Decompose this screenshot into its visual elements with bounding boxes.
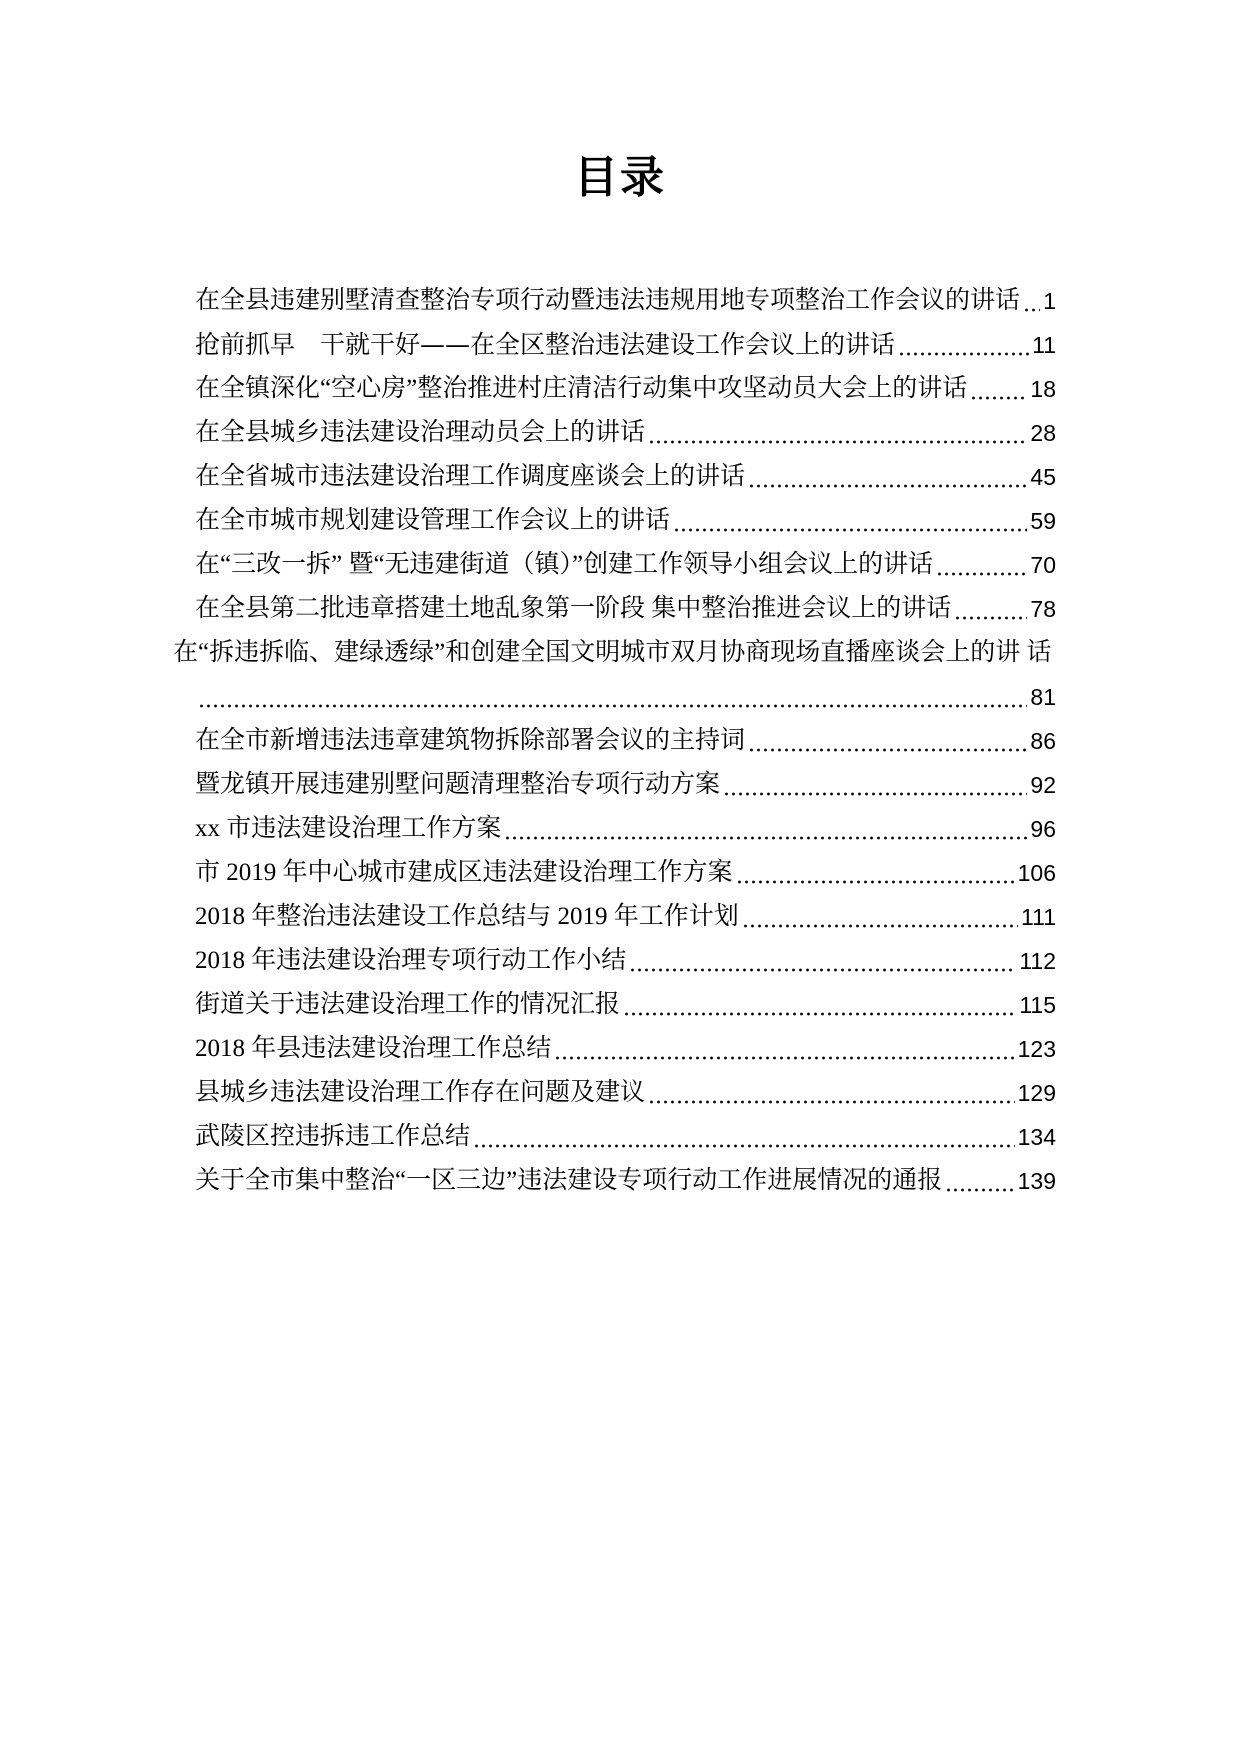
toc-entry-title: 在全县违建别墅清查整治专项行动暨违法违规用地专项整治工作会议的讲话	[195, 287, 1021, 314]
toc-entry-page: 86	[1030, 728, 1056, 754]
toc-entry[interactable]	[195, 587, 1056, 631]
toc-entry-subtitle: ——在全区整治违法建设工作会议上的讲话	[420, 330, 896, 359]
toc-entry-title: 街道关于违法建设治理工作的情况汇报	[195, 991, 621, 1018]
toc-entry-page: 111	[1021, 904, 1056, 930]
toc-entry[interactable]	[195, 851, 1056, 895]
toc-entry-page: 78	[1030, 596, 1056, 622]
toc-entry[interactable]	[195, 895, 1056, 939]
toc-entry[interactable]	[195, 719, 1056, 763]
toc-entry-title	[195, 323, 895, 367]
toc-entry-title: 在全省城市违法建设治理工作调度座谈会上的讲话	[195, 463, 746, 490]
toc-entry-title[interactable]: 在“拆违拆临、建绿透绿”和创建全国文明城市双月协商现场直播座谈会上的讲 话	[173, 639, 1052, 666]
toc-entry-title: 2018 年县违法建设治理工作总结	[195, 1035, 552, 1062]
toc-entry[interactable]	[195, 367, 1056, 411]
toc-entry-page: 18	[1030, 376, 1056, 402]
toc-entry[interactable]	[195, 1027, 1056, 1071]
toc-entry-title: 在全市新增违法违章建筑物拆除部署会议的主持词	[195, 727, 746, 754]
toc-entry[interactable]	[195, 411, 1056, 455]
toc-dot-leader	[473, 1115, 1015, 1159]
toc-dot-leader	[1023, 279, 1040, 323]
toc-entry[interactable]	[195, 763, 1056, 807]
toc-dot-leader	[898, 323, 1029, 367]
toc-entry[interactable]	[195, 455, 1056, 499]
toc-entry-title: 暨龙镇开展违建别墅问题清理整治专项行动方案	[195, 771, 721, 798]
toc-dot-leader	[504, 807, 1027, 851]
page-title: 目录	[574, 152, 666, 203]
toc-entry-page: 81	[1030, 684, 1056, 710]
toc-entry[interactable]	[195, 279, 1056, 323]
toc-dot-leader	[748, 455, 1027, 499]
toc-entry-page: 139	[1017, 1168, 1056, 1194]
toc-entry-title: 2018 年违法建设治理专项行动工作小结	[195, 947, 627, 974]
toc-entry[interactable]	[195, 1159, 1056, 1203]
toc-dot-leader	[673, 499, 1027, 543]
toc-entry[interactable]	[195, 1115, 1056, 1159]
toc-entry-title: 在全县第二批违章搭建土地乱象第一阶段 集中整治推进会议上的讲话	[195, 595, 952, 622]
toc-entry-title: 在全县城乡违法建设治理动员会上的讲话	[195, 419, 646, 446]
toc-entry[interactable]	[195, 543, 1056, 587]
toc-entry-page: 70	[1030, 552, 1056, 578]
toc-entry[interactable]	[195, 323, 1056, 367]
toc-entry-title: 武陵区控违拆违工作总结	[195, 1123, 471, 1150]
toc-dot-leader	[629, 939, 1016, 983]
toc-dot-leader	[954, 587, 1027, 631]
toc-dot-leader	[748, 719, 1027, 763]
toc-entry-page: 129	[1017, 1080, 1056, 1106]
toc-entry-title: 县城乡违法建设治理工作存在问题及建议	[195, 1079, 646, 1106]
toc-dot-leader	[736, 851, 1015, 895]
toc-entry-page: 134	[1017, 1124, 1056, 1150]
toc-entry-title: xx 市违法建设治理工作方案	[195, 815, 502, 842]
toc-dot-leader	[648, 1071, 1015, 1115]
toc-dot-leader	[723, 763, 1027, 807]
toc-dot-leader	[970, 367, 1027, 411]
toc-entry-title-main: 抢前抓早 干就干好	[195, 332, 421, 359]
toc-entry-page: 1	[1043, 288, 1056, 314]
toc-entry-page: 123	[1017, 1036, 1056, 1062]
toc-entry-title: 在“三改一拆” 暨“无违建街道（镇）”创建工作领导小组会议上的讲话	[195, 551, 934, 578]
toc-entry-page: 112	[1019, 948, 1056, 974]
toc-dot-leader	[945, 1159, 1014, 1203]
toc-entry[interactable]	[195, 807, 1056, 851]
toc-dot-leader	[936, 543, 1027, 587]
toc-entry-title: 2018 年整治违法建设工作总结与 2019 年工作计划	[195, 903, 739, 930]
toc-entry-page: 106	[1017, 860, 1056, 886]
toc-entry-page: 11	[1032, 332, 1056, 358]
toc-dot-leader	[623, 983, 1016, 1027]
toc-entry[interactable]	[195, 1071, 1056, 1115]
toc-entry[interactable]	[195, 675, 1056, 719]
toc-entry-title: 在全镇深化“空心房”整治推进村庄清洁行动集中攻坚动员大会上的讲话	[195, 375, 968, 402]
toc-entry[interactable]	[195, 499, 1056, 543]
toc-dot-leader	[554, 1027, 1014, 1071]
toc-entry-page: 45	[1030, 464, 1056, 490]
toc-entry-page: 59	[1030, 508, 1056, 534]
toc-entry-page: 92	[1030, 772, 1056, 798]
table-of-contents	[173, 279, 1056, 1203]
toc-entry-page: 28	[1030, 420, 1056, 446]
toc-entry-page: 96	[1030, 816, 1056, 842]
toc-entry-title: 关于全市集中整治“一区三边”违法建设专项行动工作进展情况的通报	[195, 1167, 943, 1194]
toc-entry-title: 市 2019 年中心城市建成区违法建设治理工作方案	[195, 859, 733, 886]
toc-dot-leader	[648, 411, 1027, 455]
toc-dot-leader	[742, 895, 1018, 939]
toc-entry[interactable]	[195, 983, 1056, 1027]
toc-entry-title: 在全市城市规划建设管理工作会议上的讲话	[195, 507, 671, 534]
toc-entry[interactable]	[195, 939, 1056, 983]
toc-dot-leader	[198, 675, 1027, 719]
toc-entry-page: 115	[1019, 992, 1056, 1018]
